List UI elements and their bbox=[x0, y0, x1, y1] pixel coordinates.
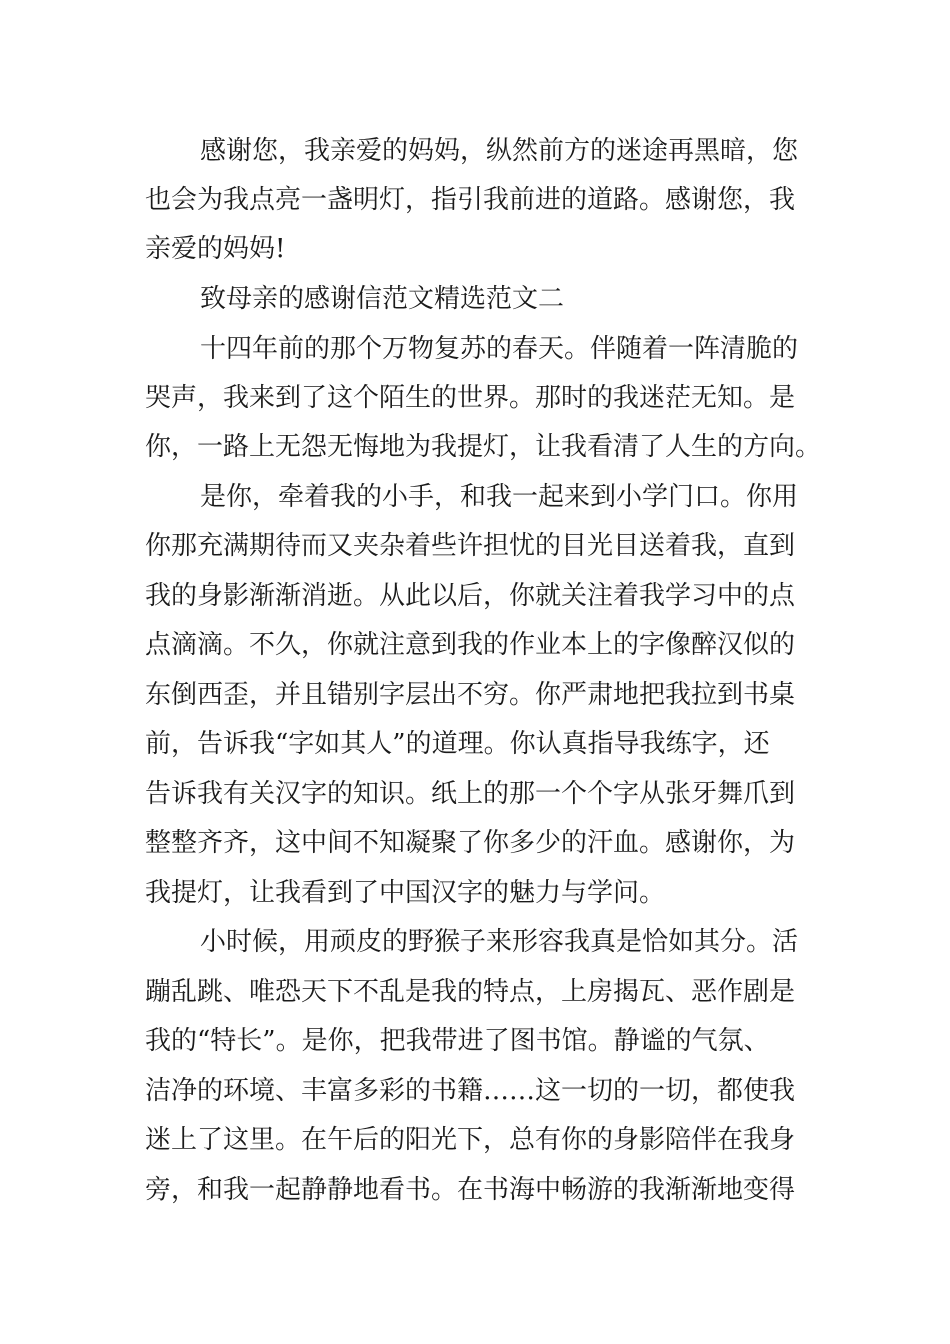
paragraph-4-line-3: 我的“特长”。是你，把我带进了图书馆。静谧的气氛、 bbox=[145, 1026, 770, 1056]
paragraph-2-line-3: 你，一路上无怨无悔地为我提灯，让我看清了人生的方向。 bbox=[145, 432, 822, 462]
paragraph-2-line-1: 十四年前的那个万物复苏的春天。伴随着一阵清脆的 bbox=[200, 334, 799, 364]
paragraph-4-line-4: 洁净的环境、丰富多彩的书籍……这一切的一切，都使我 bbox=[145, 1076, 796, 1106]
paragraph-4-line-5: 迷上了这里。在午后的阳光下，总有你的身影陪伴在我身 bbox=[145, 1125, 796, 1155]
paragraph-3-line-2: 你那充满期待而又夹杂着些许担忧的目光目送着我，直到 bbox=[145, 531, 796, 561]
paragraph-3-line-1: 是你，牵着我的小手，和我一起来到小学门口。你用 bbox=[200, 482, 799, 512]
paragraph-4-line-1: 小时候，用顽皮的野猴子来形容我真是恰如其分。活 bbox=[200, 927, 799, 957]
paragraph-3-line-8: 整整齐齐，这中间不知凝聚了你多少的汗血。感谢你，为 bbox=[145, 828, 796, 858]
paragraph-4-line-6: 旁，和我一起静静地看书。在书海中畅游的我渐渐地变得 bbox=[145, 1175, 796, 1205]
paragraph-2-line-2: 哭声，我来到了这个陌生的世界。那时的我迷茫无知。是 bbox=[145, 383, 796, 413]
paragraph-3-line-5: 东倒西歪，并且错别字层出不穷。你严肃地把我拉到书桌 bbox=[145, 680, 796, 710]
paragraph-1-line-1: 感谢您，我亲爱的妈妈，纵然前方的迷途再黑暗，您 bbox=[200, 136, 799, 166]
paragraph-4-line-2: 蹦乱跳、唯恐天下不乱是我的特点，上房揭瓦、恶作剧是 bbox=[145, 977, 796, 1007]
paragraph-3-line-7: 告诉我有关汉字的知识。纸上的那一个个字从张牙舞爪到 bbox=[145, 779, 796, 809]
paragraph-1-line-3: 亲爱的妈妈! bbox=[145, 234, 286, 264]
section-heading: 致母亲的感谢信范文精选范文二 bbox=[200, 284, 565, 314]
paragraph-3-line-3: 我的身影渐渐消逝。从此以后，你就关注着我学习中的点 bbox=[145, 581, 796, 611]
paragraph-3-line-6: 前，告诉我“字如其人”的道理。你认真指导我练字，还 bbox=[145, 729, 770, 759]
paragraph-1-line-2: 也会为我点亮一盏明灯，指引我前进的道路。感谢您，我 bbox=[145, 185, 796, 215]
paragraph-3-line-9: 我提灯，让我看到了中国汉字的魅力与学问。 bbox=[145, 878, 666, 908]
paragraph-3-line-4: 点滴滴。不久，你就注意到我的作业本上的字像醉汉似的 bbox=[145, 630, 796, 660]
